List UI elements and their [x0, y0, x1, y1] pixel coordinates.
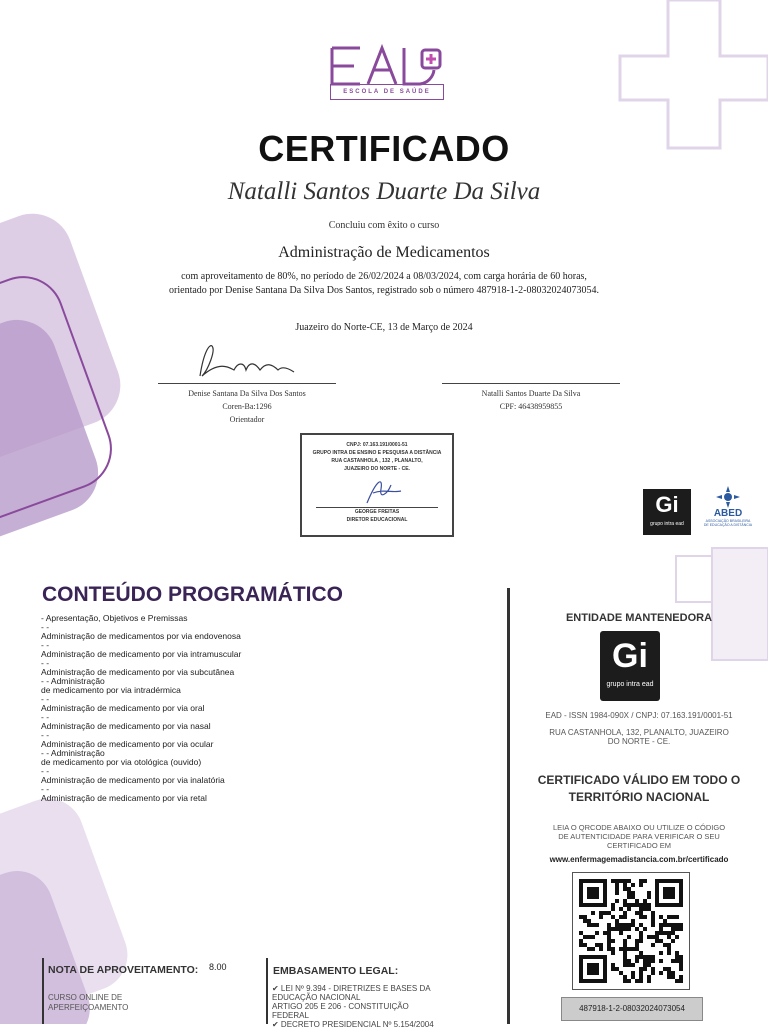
grade-rule	[42, 958, 44, 1024]
student-name: Natalli Santos Duarte Da Silva	[227, 178, 541, 205]
column-divider	[507, 588, 510, 1024]
program-item: Administração de medicamentos por via endovenosa - -	[41, 631, 241, 650]
legal-item: ✔ LEI Nº 9.394 - DIRETRIZES E BASES DA EDUCAÇÃO NACIONAL	[272, 984, 431, 1002]
student-cpf: CPF: 46438959855	[499, 402, 563, 411]
stamp-cnpj: CNPJ: 07.163.191/0001-51	[346, 442, 408, 448]
gi-logo-entity	[600, 631, 660, 701]
place-date: Juazeiro do Norte-CE, 13 de Março de 2024	[295, 322, 473, 333]
grade-value: 8.00	[209, 962, 227, 972]
program-item: Administração de medicamento por via nasal - -	[41, 721, 211, 740]
qr-text-3: CERTIFICADO EM	[606, 841, 672, 850]
entity-address-1: RUA CASTANHOLA, 132, PLANALTO, JUAZEIRO	[549, 728, 729, 737]
program-list	[41, 614, 291, 803]
stamp-signer-role: DIRETOR EDUCACIONAL	[346, 517, 408, 523]
abed-sub-1: ASSOCIAÇÃO BRASILEIRA	[705, 519, 751, 523]
legal-item: ✔ DECRETO PRESIDENCIAL Nº 5.154/2004	[272, 1020, 434, 1029]
program-item: Administração de medicamento por via retal	[41, 793, 207, 803]
gi-entity-text: Gi	[612, 637, 648, 675]
verification-url[interactable]: www.enfermagemadistancia.com.br/certificado	[549, 855, 729, 864]
legal-list	[272, 984, 442, 1029]
logo-subtitle: ESCOLA DE SAÚDE	[330, 84, 444, 100]
concluded-text: Concluiu com êxito o curso	[328, 220, 440, 231]
course-type-2: APERFEIÇOAMENTO	[48, 1003, 129, 1012]
qr-code-icon	[579, 879, 683, 983]
validity-title	[520, 772, 758, 806]
stamp-address-1: RUA CASTANHOLA , 132 , PLANALTO,	[331, 458, 423, 464]
abed-sub-2: DE EDUCAÇÃO A DISTÂNCIA	[703, 523, 753, 527]
entity-title: ENTIDADE MANTENEDORA	[565, 612, 713, 624]
course-type-1: CURSO ONLINE DE	[48, 993, 123, 1002]
cross-outline-right	[712, 548, 768, 660]
program-item: de medicamento por via intradérmica - -	[41, 685, 181, 704]
qr-text-2: DE AUTENTICIDADE PARA VERIFICAR O SEU	[558, 832, 720, 841]
stamp-address-2: JUAZEIRO DO NORTE - CE.	[344, 466, 410, 472]
stamp-group: GRUPO INTRA DE ENSINO E PESQUISA A DISTÂNCIA	[312, 450, 442, 456]
program-item: Administração de medicamento por via intramuscular - -	[41, 649, 242, 668]
left-signature-line	[158, 383, 336, 384]
abed-title: ABED	[713, 508, 743, 519]
course-name: Administração de Medicamentos	[278, 244, 490, 261]
program-title: CONTEÚDO PROGRAMÁTICO	[42, 583, 343, 606]
authenticity-code: 487918-1-2-08032024073054	[561, 997, 703, 1021]
qr-code[interactable]	[572, 872, 690, 990]
right-signature-block	[424, 387, 638, 413]
gi-logo-text: Gi	[655, 492, 679, 517]
program-item: Administração de medicamento por via ocular - - Administração	[41, 739, 214, 758]
program-item: Administração de medicamento por via subcutânea - - Administração	[41, 667, 235, 686]
validity-title-2: TERRITÓRIO NACIONAL	[568, 790, 710, 804]
legal-item: ARTIGO 205 E 206 - CONSTITUIÇÃO FEDERAL	[272, 1002, 409, 1020]
program-item: Administração de medicamento por via oral - -	[41, 703, 205, 722]
stamp-signature	[347, 475, 407, 505]
course-type	[48, 993, 168, 1013]
gi-entity-sub: grupo intra ead	[606, 681, 654, 688]
cross-outline-right-arm	[676, 556, 712, 602]
institution-stamp	[300, 433, 454, 537]
certificate-title: CERTIFICADO	[258, 128, 510, 169]
legal-title: EMBASAMENTO LEGAL:	[273, 965, 399, 977]
abed-logo	[698, 486, 758, 536]
entity-issn: EAD - ISSN 1984-090X / CNPJ: 07.163.191/0001-51	[545, 711, 733, 720]
details-line-1: com aproveitamento de 80%, no período de 26/02/2024 a 08/03/2024, com carga horária de 60 horas,	[181, 271, 587, 282]
gi-logo-sub: grupo intra ead	[650, 521, 684, 527]
stamp-signer: GEORGE FREITAS	[354, 509, 400, 515]
program-item: Administração de medicamento por via inalatória - -	[41, 775, 225, 794]
validity-title-1: CERTIFICADO VÁLIDO EM TODO O	[537, 773, 741, 787]
details-line-2: orientado por Denise Santana Da Silva Dos Santos, registrado sob o número 487918-1-2-08032024073054.	[169, 285, 599, 296]
legal-rule	[266, 958, 268, 1024]
student-signature-name: Natalli Santos Duarte Da Silva	[481, 389, 581, 398]
qr-instructions	[520, 823, 758, 850]
entity-address-2: DO NORTE - CE.	[607, 737, 671, 746]
handwritten-signature	[190, 340, 300, 380]
program-item: de medicamento por via otológica (ouvido) - -	[41, 757, 202, 776]
qr-text-1: LEIA O QRCODE ABAIXO OU UTILIZE O CÓDIGO	[552, 823, 726, 832]
program-item: - Apresentação, Objetivos e Premissas - -	[41, 613, 188, 632]
cross-outline-top	[620, 0, 768, 148]
gi-logo-top	[643, 489, 691, 535]
right-signature-line	[442, 383, 620, 384]
course-details	[100, 270, 668, 298]
orientador-name: Denise Santana Da Silva Dos Santos	[188, 389, 306, 398]
orientador-coren: Coren-Ba:1296	[222, 402, 272, 411]
orientador-role: Orientador	[229, 415, 265, 424]
grade-label: NOTA DE APROVEITAMENTO:	[48, 964, 199, 976]
abed-icon	[716, 486, 740, 508]
left-signature-block	[140, 387, 354, 426]
